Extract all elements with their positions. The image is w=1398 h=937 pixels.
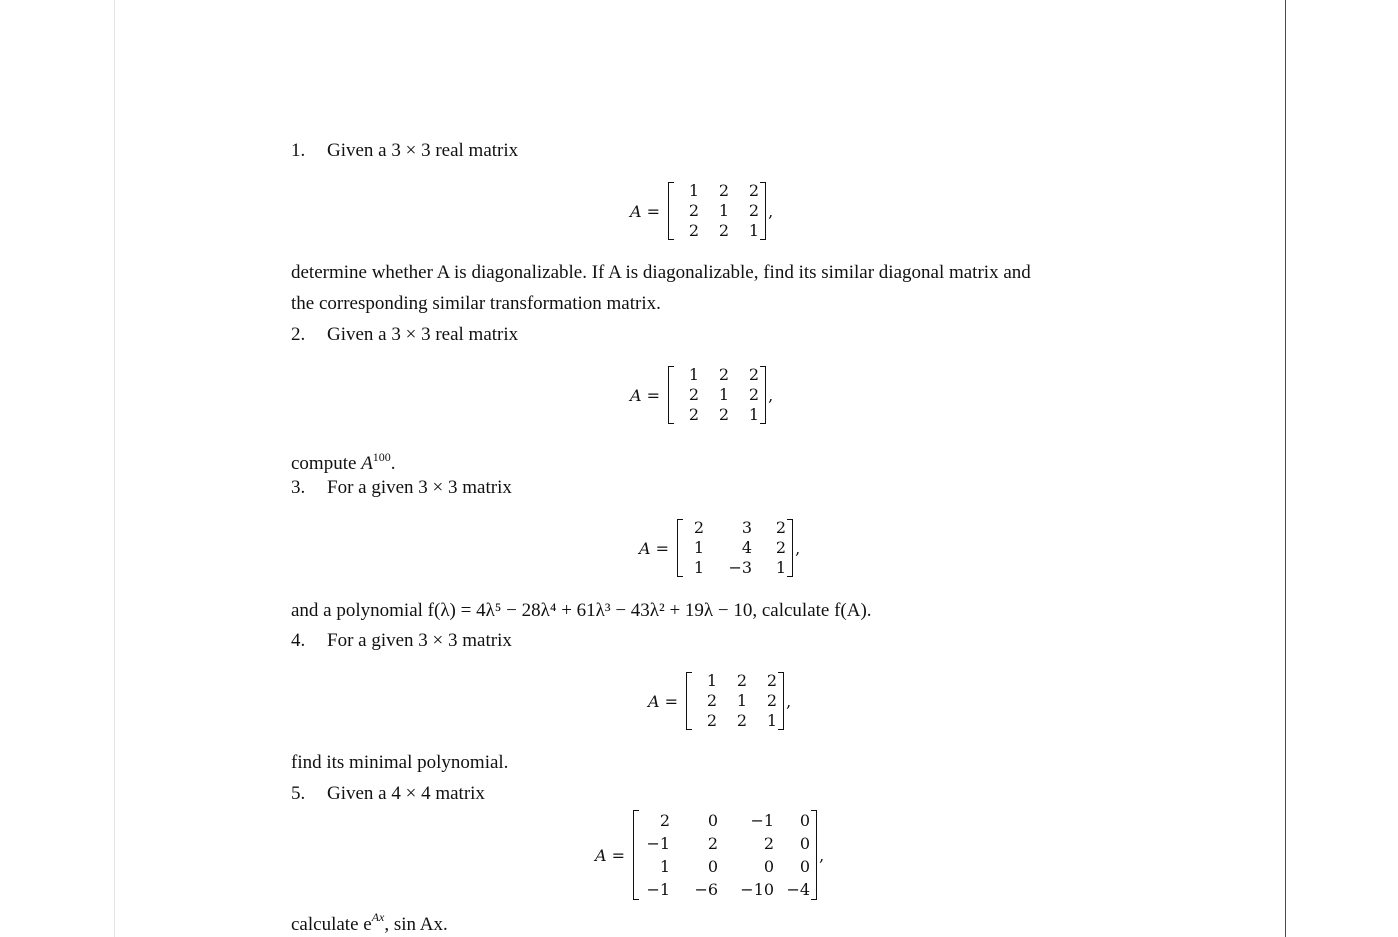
matrix-cell: 2 (688, 221, 700, 240)
matrix-cell: 0 (799, 834, 811, 853)
problem-5-text: calculate $e^{Ax}$, sin Ax. (291, 910, 448, 935)
matrix-cell: 2 (736, 671, 748, 690)
problem-2-matrix-equation: A = 1 2 2 2 1 2 2 2 1 , (630, 365, 774, 424)
matrix-cell: 2 (659, 811, 671, 830)
problem-2-text: compute $A^{100}$. (291, 450, 396, 474)
matrix-cell: 1 (688, 181, 700, 200)
problem-4-matrix-equation: A = 1 2 2 2 1 2 2 2 1 , (648, 671, 792, 730)
matrix-cell: 2 (748, 181, 760, 200)
matrix-cell: 2 (718, 181, 730, 200)
problem-3-matrix-equation: A = 2 3 2 1 4 2 1 −3 1 , (639, 518, 801, 577)
matrix-cell: 1 (718, 201, 730, 220)
matrix-cell: −1 (646, 880, 671, 899)
matrix-cell: 2 (775, 538, 787, 557)
matrix-cell: 0 (707, 857, 719, 876)
problem-3-text: and a polynomial f(λ) = 4λ⁵ − 28λ⁴ + 61λ³ − 43λ² + 19λ − 10, calculate f(A). (291, 600, 872, 621)
matrix-cell: 2 (736, 711, 748, 730)
problem-1-matrix-equation: A = 1 2 2 2 1 2 2 2 1 , (630, 181, 774, 240)
document-page (114, 0, 1286, 937)
matrix-cell: 2 (763, 834, 775, 853)
matrix-cell: 1 (659, 857, 671, 876)
matrix-cell: 2 (718, 365, 730, 384)
matrix-cell: 0 (763, 857, 775, 876)
problem-2-matrix (668, 365, 766, 425)
problem-1-text-line2: the corresponding similar transformation matrix. (291, 293, 661, 314)
problem-4-intro: 4. For a given 3 × 3 matrix (291, 630, 512, 651)
matrix-cell: 2 (748, 365, 760, 384)
matrix-cell: 2 (748, 385, 760, 404)
matrix-cell: 0 (799, 811, 811, 830)
problem-1-matrix (668, 181, 766, 241)
matrix-cell: 1 (706, 671, 718, 690)
problem-2-intro: 2. Given a 3 × 3 real matrix (291, 324, 519, 345)
matrix-cell: 1 (693, 558, 705, 577)
matrix-cell: 4 (741, 538, 753, 557)
matrix-cell: 1 (766, 711, 778, 730)
matrix-cell: 2 (706, 711, 718, 730)
problem-3-intro: 3. For a given 3 × 3 matrix (291, 477, 512, 498)
matrix-cell: 2 (688, 201, 700, 220)
matrix-cell: 1 (748, 221, 760, 240)
matrix-cell: 2 (775, 518, 787, 537)
matrix-cell: 2 (706, 691, 718, 710)
matrix-cell: 3 (741, 518, 753, 537)
problem-5-intro: 5. Given a 4 × 4 matrix (291, 783, 485, 804)
problem-5-matrix (633, 809, 817, 901)
matrix-cell: −3 (728, 558, 753, 577)
matrix-cell: 2 (748, 201, 760, 220)
problem-1-intro: 1. Given a 3 × 3 real matrix (291, 140, 519, 161)
matrix-cell: 2 (766, 691, 778, 710)
matrix-cell: 1 (688, 365, 700, 384)
matrix-cell: 1 (718, 385, 730, 404)
matrix-cell: 2 (688, 385, 700, 404)
problem-4-text: find its minimal polynomial. (291, 752, 509, 773)
matrix-cell: 1 (775, 558, 787, 577)
matrix-cell: −6 (694, 880, 719, 899)
matrix-cell: 0 (707, 811, 719, 830)
matrix-cell: 1 (693, 538, 705, 557)
matrix-cell: 2 (693, 518, 705, 537)
matrix-cell: 2 (718, 221, 730, 240)
matrix-cell: 0 (799, 857, 811, 876)
matrix-cell: −10 (740, 880, 775, 899)
matrix-cell: −4 (786, 880, 811, 899)
matrix-cell: 1 (748, 405, 760, 424)
problem-4-matrix (686, 671, 784, 731)
matrix-cell: 2 (688, 405, 700, 424)
problem-1-text-line1: determine whether A is diagonalizable. If A is diagonalizable, find its similar diagonal matrix and (291, 262, 1031, 283)
matrix-cell: −1 (646, 834, 671, 853)
problem-5-matrix-equation: A = 2 0 −1 0 −1 2 2 0 1 0 0 0 −1 −6 −10 −4 , (595, 811, 825, 899)
problem-3-matrix (677, 518, 793, 578)
matrix-cell: 2 (766, 671, 778, 690)
matrix-cell: 2 (707, 834, 719, 853)
matrix-cell: 2 (718, 405, 730, 424)
matrix-cell: 1 (736, 691, 748, 710)
matrix-cell: −1 (750, 811, 775, 830)
